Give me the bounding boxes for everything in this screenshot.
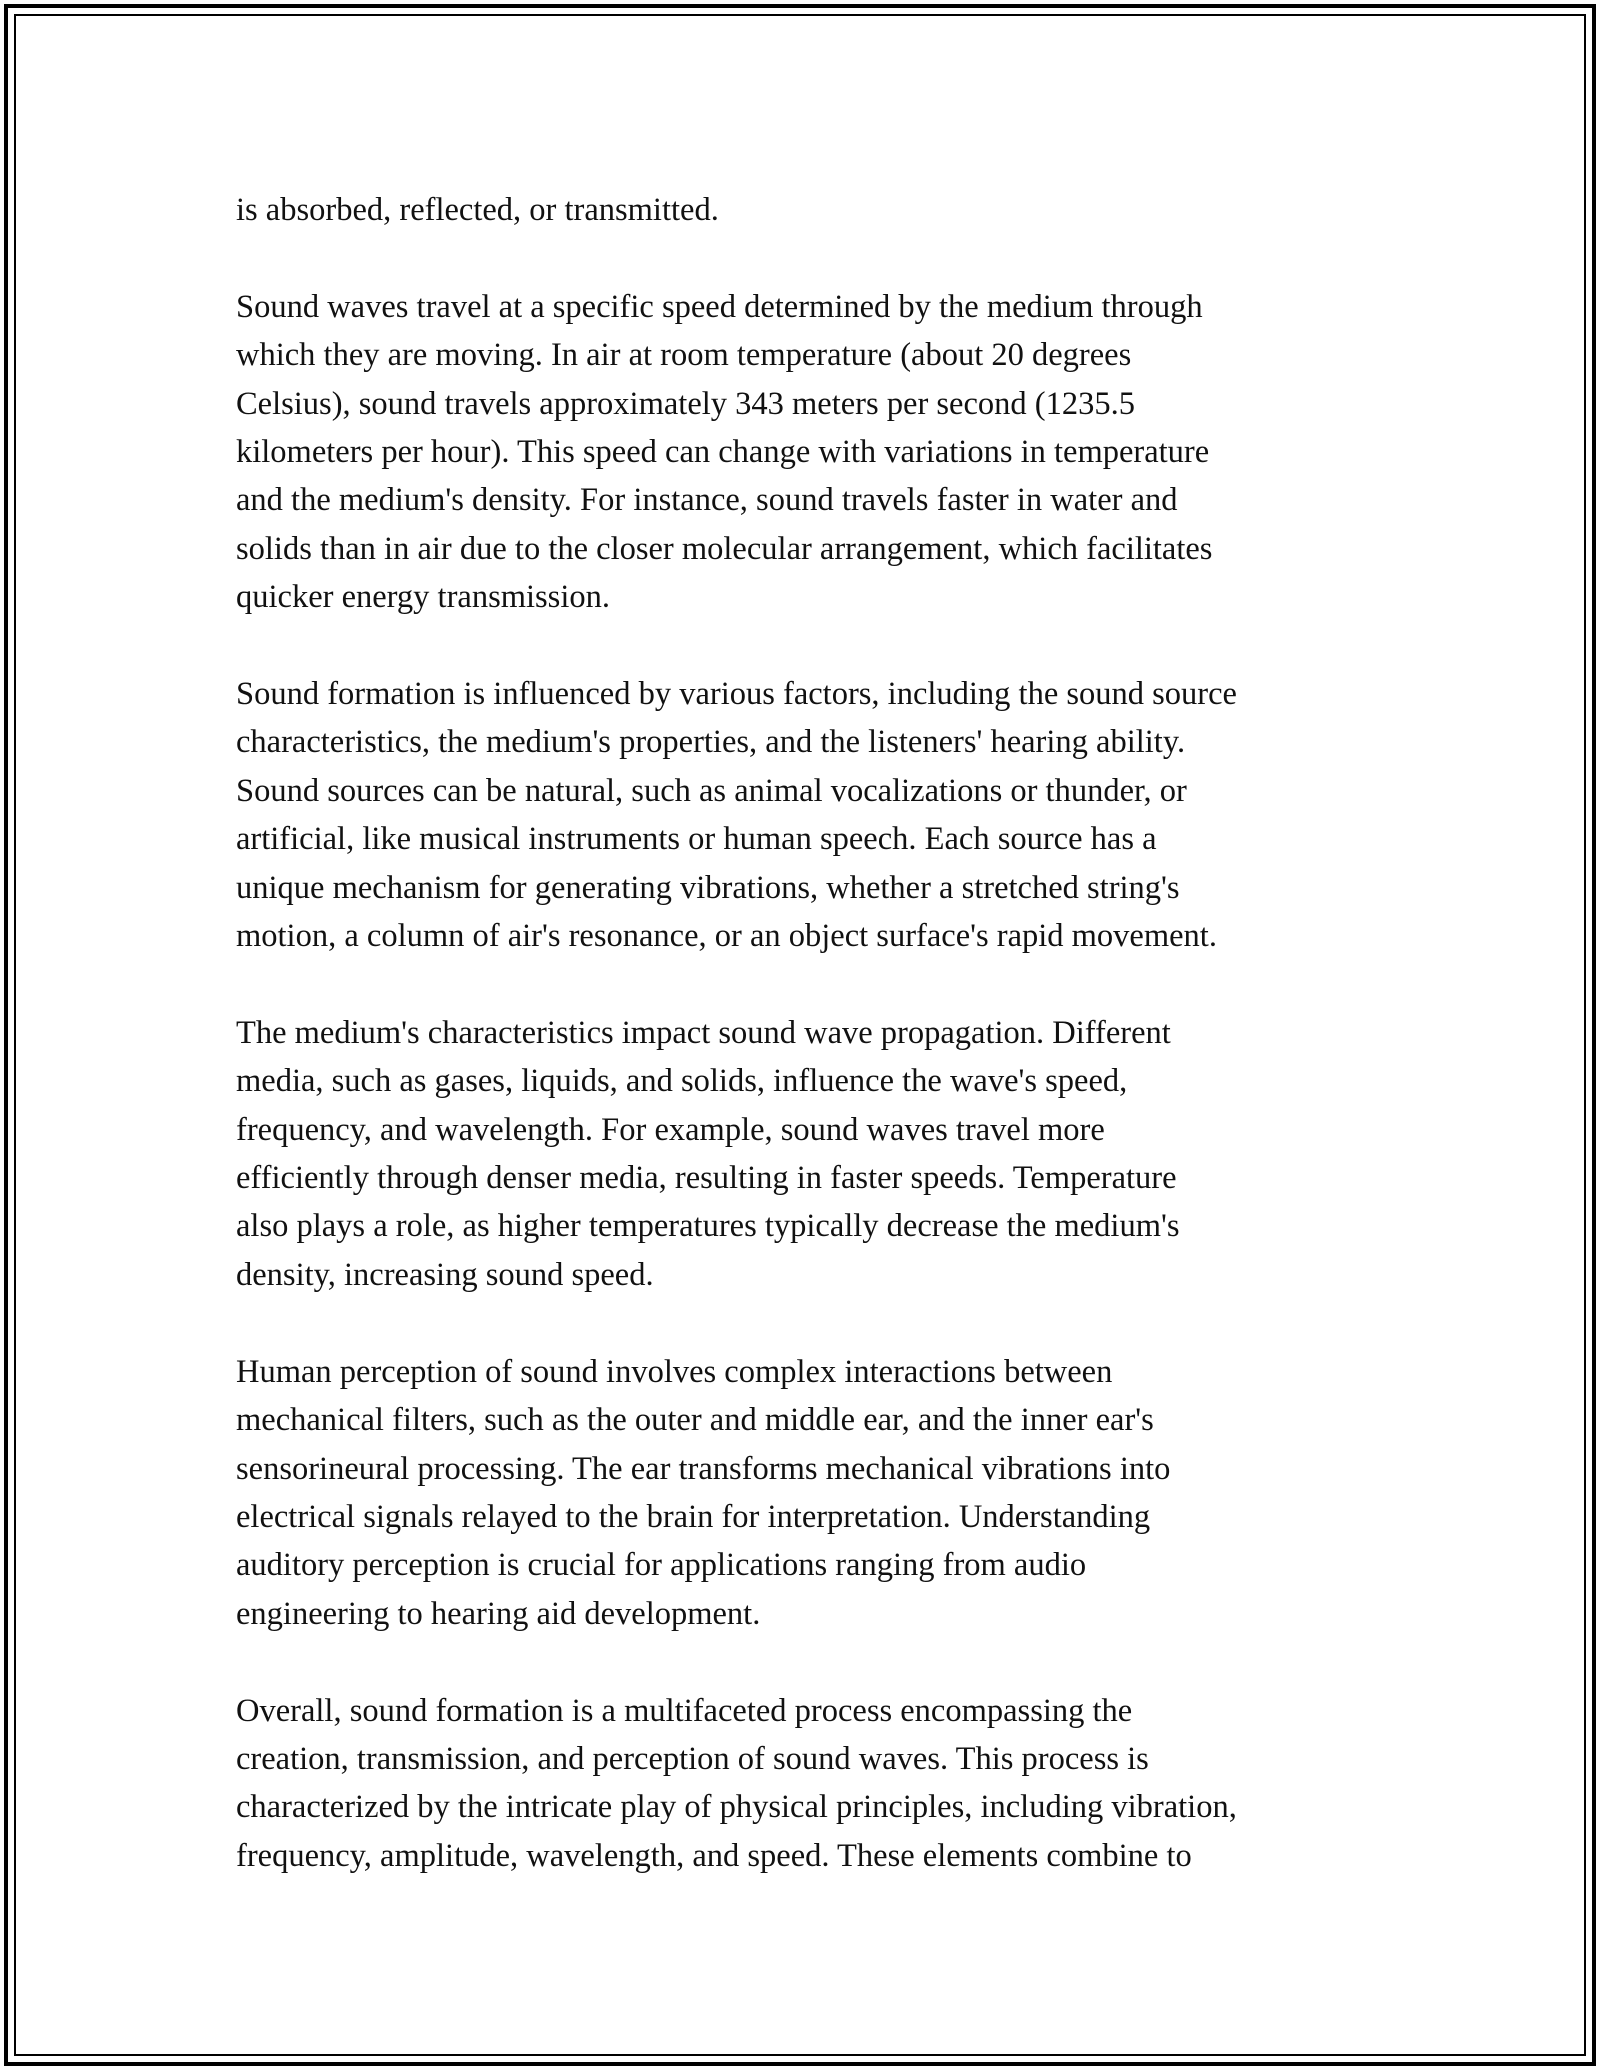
paragraph: Sound waves travel at a specific speed determined by the medium through which they are moving. In air at room temperature (about 20 degrees Celsius), sound travels approximately 343 meters per second (1235.5 kilometers per hour). This speed can change with variations in temperature and the medium's density. For instance, sound travels faster in water and solids than in air due to the closer molecular arrangement, which facilitates quicker energy transmission.	[236, 288, 1213, 616]
paragraph: Human perception of sound involves complex interactions between mechanical filters, such as the outer and middle ear, and the inner ear's sensorineural processing. The ear transforms mechanical vibrations into electrical signals relayed to the brain for interpretation. Understanding auditory perception is crucial for applications ranging from audio engineering to hearing aid development.	[236, 1353, 1171, 1632]
paragraph: is absorbed, reflected, or transmitted.	[236, 192, 719, 228]
paragraph: Sound formation is influenced by various factors, including the sound source characteristics, the medium's properties, and the listeners' hearing ability. Sound sources can be natural, such as animal vocalizations or thunder, or artificial, like musical instruments or human speech. Each source has a unique mechanism for generating vibrations, whether a stretched string's motion, a column of air's resonance, or an object surface's rapid movement.	[236, 676, 1237, 955]
paragraph: The medium's characteristics impact sound wave propagation. Different media, such as gases, liquids, and solids, influence the wave's speed, frequency, and wavelength. For example, sound waves travel more efficiently through denser media, resulting in faster speeds. Temperature also plays a role, as higher temperatures typically decrease the medium's density, increasing sound speed.	[236, 1014, 1180, 1293]
paragraph: Overall, sound formation is a multifaceted process encompassing the creation, transmission, and perception of sound waves. This process is characterized by the intricate play of physical principles, including vibration, frequency, amplitude, wavelength, and speed. These elements combine to	[236, 1692, 1237, 1874]
document-body	[236, 186, 1386, 1880]
